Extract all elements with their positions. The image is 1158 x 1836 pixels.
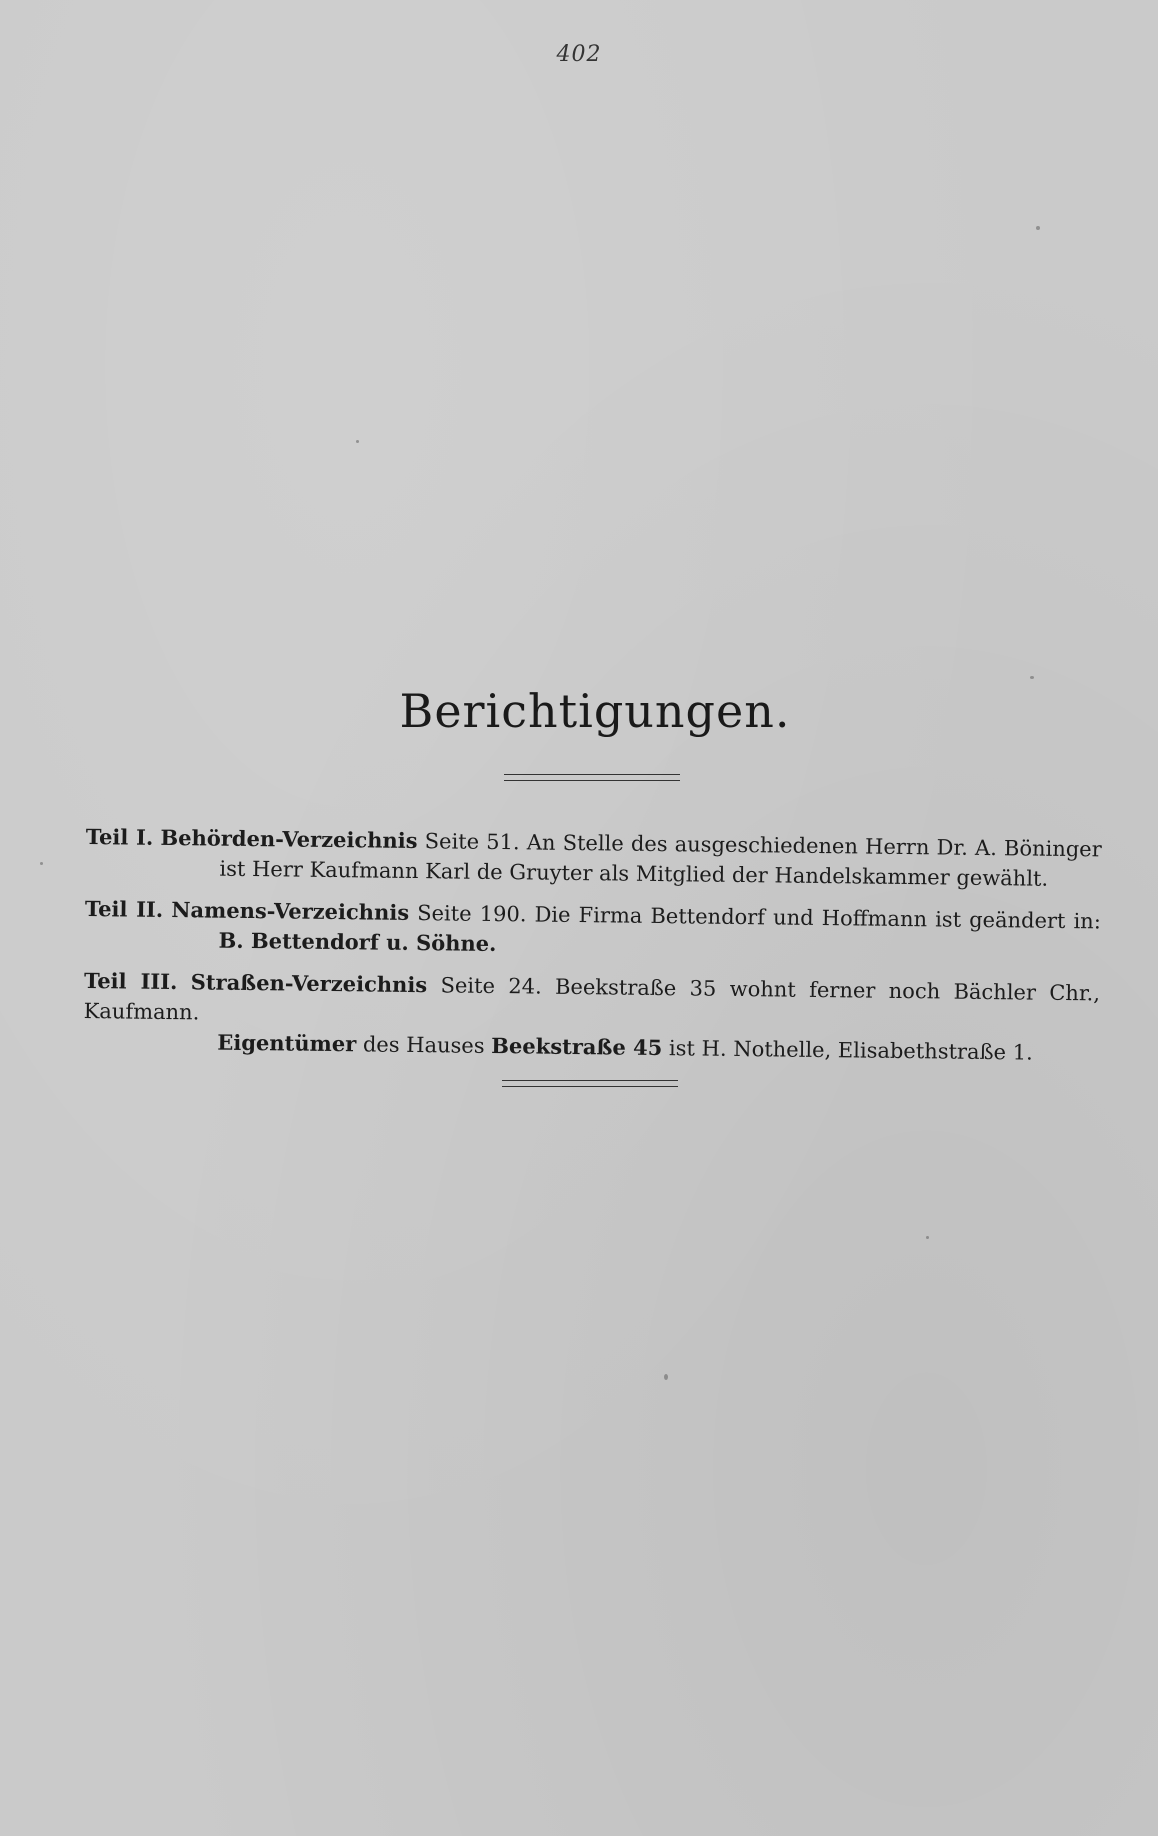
page-number: 402 (556, 42, 602, 67)
correction-entry-2 (84, 894, 1101, 966)
entry-text: ist H. Nothelle, Elisabethstraße 1. (668, 1036, 1033, 1065)
speck (40, 862, 43, 865)
register-name: Namens-Verzeichnis (171, 897, 410, 925)
bottom-divider (502, 1080, 678, 1087)
entry-text: des Hauses (362, 1032, 485, 1058)
bold-term: Beekstraße 45 (491, 1032, 663, 1061)
top-divider (504, 774, 680, 781)
register-name: Behörden-Verzeichnis (160, 824, 418, 854)
page-heading: Berichtigungen. (399, 684, 791, 738)
part-label: Teil III. (83, 967, 178, 995)
entry-text: Seite 51. An Stelle des ausgeschiedenen Herrn Dr. A. Böninger (424, 829, 1102, 862)
speck (1036, 226, 1040, 230)
entry-continuation: ist Herr Kaufmann Karl de Gruyter als Mitglied der Handelskammer gewählt. (219, 856, 1049, 891)
correction-entry-1 (85, 822, 1102, 894)
entry-continuation: B. Bettendorf u. Söhne. (218, 927, 497, 957)
corrections-list (83, 822, 1102, 1080)
correction-entry-3 (83, 966, 1100, 1068)
entry-text: Seite 24. Beekstraße 35 wohnt ferner noch Bächler Chr., Kaufmann. (83, 973, 1101, 1025)
speck (664, 1374, 668, 1380)
register-name: Straßen-Verzeichnis (190, 969, 428, 998)
speck (926, 1236, 929, 1239)
entry-text: Seite 190. Die Firma Bettendorf und Hoffmann ist geändert in: (417, 901, 1102, 934)
bold-term: Eigentümer (217, 1029, 357, 1057)
part-label: Teil II. (84, 895, 164, 922)
part-label: Teil I. (85, 823, 154, 850)
speck (1030, 676, 1034, 679)
speck (356, 440, 359, 443)
